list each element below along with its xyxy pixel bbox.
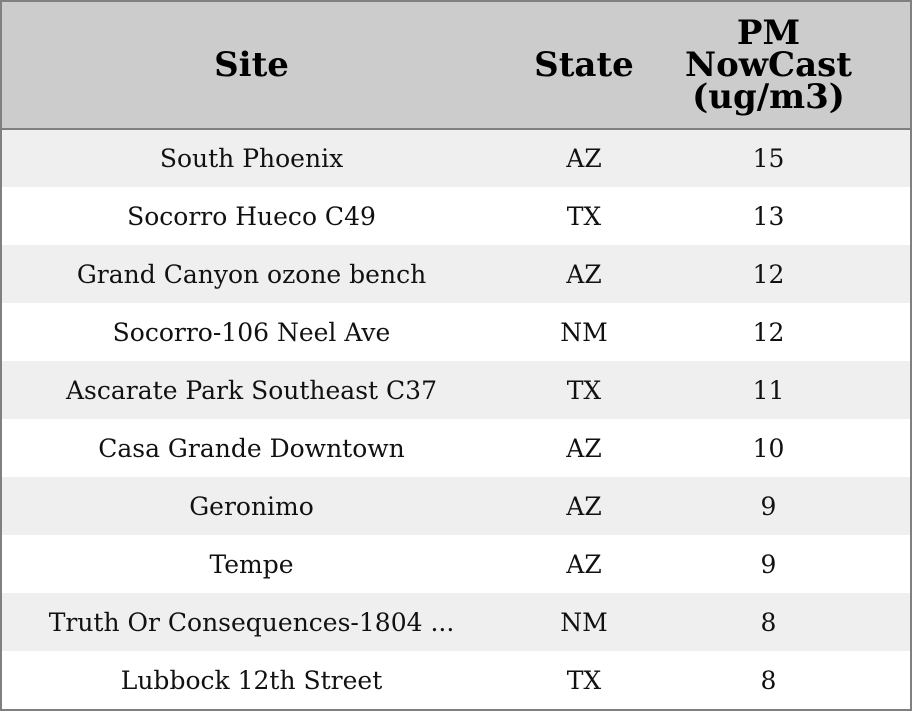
cell-pm-value: 13 (752, 201, 785, 231)
cell-state: TX (566, 375, 602, 405)
table-row (2, 245, 910, 303)
cell-state: AZ (566, 549, 602, 579)
cell-pm-value: 10 (752, 433, 785, 463)
cell-pm-value: 12 (752, 317, 785, 347)
cell-pm-value: 8 (760, 607, 777, 637)
cell-pm-value: 9 (760, 491, 777, 521)
cell-site: Socorro Hueco C49 (127, 201, 376, 231)
cell-pm-value: 8 (760, 665, 777, 695)
cell-site: Tempe (209, 549, 294, 579)
cell-site: Casa Grande Downtown (98, 433, 405, 463)
cell-state: AZ (566, 433, 602, 463)
cell-site: Socorro-106 Neel Ave (112, 317, 391, 347)
cell-pm-value: 15 (752, 144, 785, 173)
cell-site: Truth Or Consequences-1804 ... (48, 607, 455, 637)
column-header-pm-line-3: (ug/m3) (692, 77, 845, 117)
cell-site: Grand Canyon ozone bench (76, 259, 427, 289)
cell-state: AZ (566, 259, 602, 289)
cell-state: AZ (566, 144, 602, 173)
cell-site: South Phoenix (159, 144, 344, 173)
cell-state: NM (560, 317, 608, 347)
column-header-pm-line-2: NowCast (685, 45, 852, 85)
header-row (2, 2, 910, 129)
column-header-state[interactable]: State (501, 2, 667, 129)
table-row (2, 419, 910, 477)
cell-pm-value: 11 (752, 375, 785, 405)
cell-state: AZ (566, 491, 602, 521)
cell-site: Ascarate Park Southeast C37 (66, 375, 437, 405)
column-header-pm-nowcast[interactable] (667, 2, 910, 129)
column-header-site[interactable]: Site (2, 2, 501, 129)
cell-state: NM (560, 607, 608, 637)
table-row (2, 187, 910, 245)
cell-pm-value: 12 (752, 259, 785, 289)
table-row (2, 535, 910, 593)
table-row (2, 593, 910, 651)
cell-state: TX (566, 665, 602, 695)
data-table (2, 2, 910, 709)
cell-state: TX (566, 201, 602, 231)
table-row (2, 129, 910, 187)
cell-site: Geronimo (189, 491, 314, 521)
table-row (2, 477, 910, 535)
cell-pm-value: 9 (760, 549, 777, 579)
column-header-pm-line-1: PM (736, 13, 801, 53)
table-row (2, 651, 910, 709)
table-row (2, 361, 910, 419)
table-row (2, 303, 910, 361)
cell-site: Lubbock 12th Street (120, 665, 383, 695)
